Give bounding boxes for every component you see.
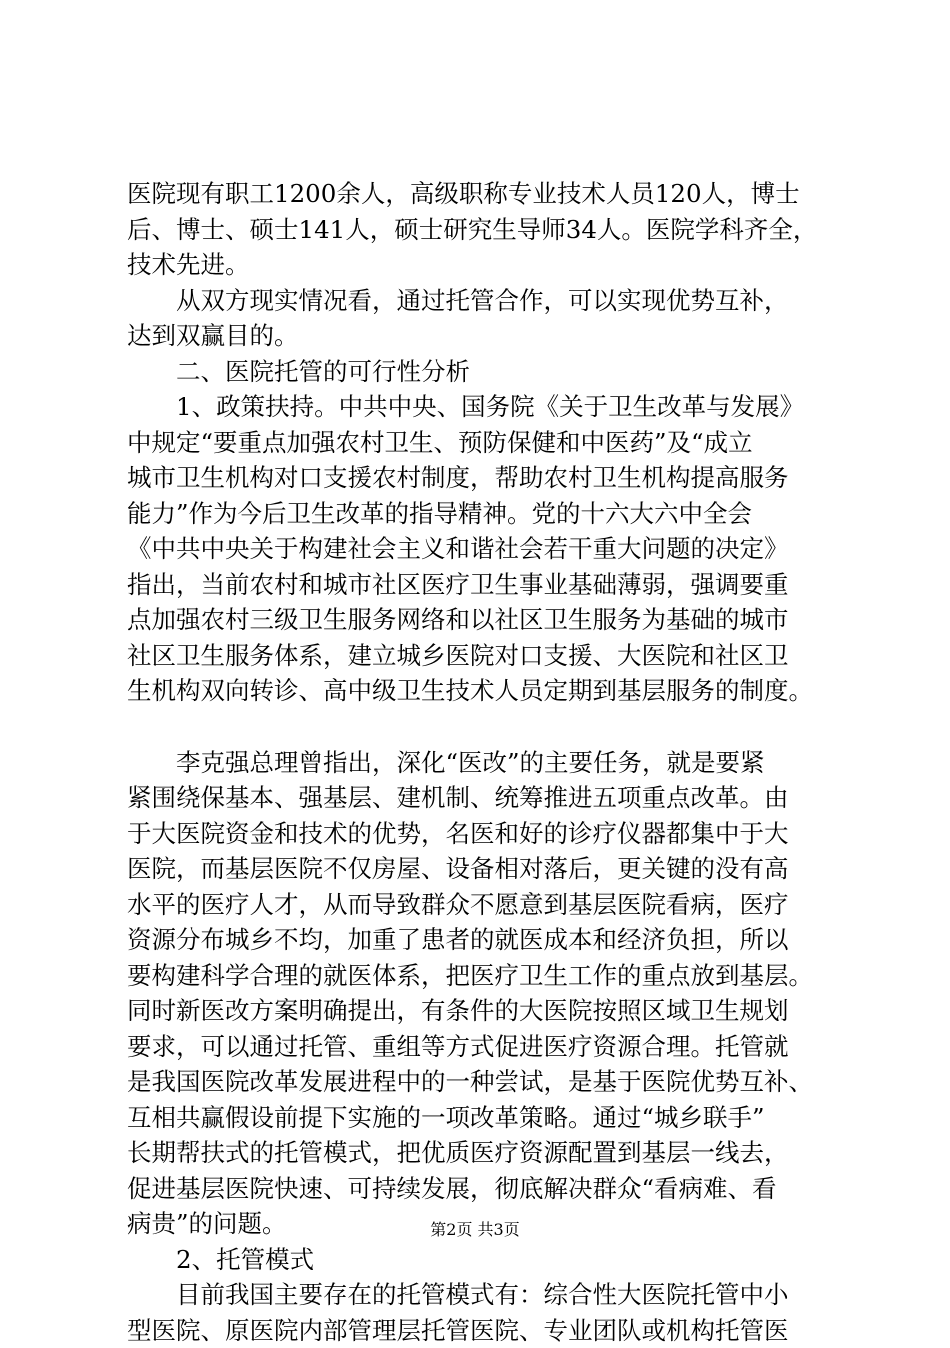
paragraph-premier-remarks bbox=[127, 745, 842, 1242]
text-line: 中规定“要重点加强农村卫生、预防保健和中医药”及“成立 bbox=[127, 425, 842, 461]
text-line: 从双方现实情况看，通过托管合作，可以实现优势互补， bbox=[127, 283, 842, 319]
text-line: 后、博士、硕士141人，硕士研究生导师34人。医院学科齐全， bbox=[127, 212, 842, 248]
text-line: 李克强总理曾指出，深化“医改”的主要任务，就是要紧 bbox=[127, 745, 842, 781]
text-line: 指出，当前农村和城市社区医疗卫生事业基础薄弱，强调要重 bbox=[127, 567, 842, 603]
text-line: 医院，而基层医院不仅房屋、设备相对落后，更关键的没有高 bbox=[127, 851, 842, 887]
paragraph-spacer bbox=[127, 709, 842, 745]
section-heading-trustee-model bbox=[127, 1242, 842, 1278]
text-line: 于大医院资金和技术的优势，名医和好的诊疗仪器都集中于大 bbox=[127, 816, 842, 852]
text-line: 资源分布城乡不均，加重了患者的就医成本和经济负担，所以 bbox=[127, 922, 842, 958]
text-line: 1、政策扶持。中共中央、国务院《关于卫生改革与发展》 bbox=[127, 389, 842, 425]
text-line: 互相共赢假设前提下实施的一项改革策略。通过“城乡联手” bbox=[127, 1100, 842, 1136]
text-line: 生机构双向转诊、高中级卫生技术人员定期到基层服务的制度。 bbox=[127, 673, 842, 709]
paragraph-policy-support bbox=[127, 389, 842, 709]
text-line: 点加强农村三级卫生服务网络和以社区卫生服务为基础的城市 bbox=[127, 602, 842, 638]
text-line: 技术先进。 bbox=[127, 247, 842, 283]
text-line: 要求，可以通过托管、重组等方式促进医疗资源合理。托管就 bbox=[127, 1029, 842, 1065]
document-body bbox=[127, 176, 842, 1348]
page-number-footer: 第2页 共3页 bbox=[0, 1219, 950, 1241]
paragraph-mutual-benefit bbox=[127, 283, 842, 354]
text-line: 型医院、原医院内部管理层托管医院、专业团队或机构托管医 bbox=[127, 1313, 842, 1348]
text-line: 目前我国主要存在的托管模式有：综合性大医院托管中小 bbox=[127, 1277, 842, 1313]
text-line: 能力”作为今后卫生改革的指导精神。党的十六大六中全会 bbox=[127, 496, 842, 532]
text-line: 医院现有职工1200余人，高级职称专业技术人员120人，博士 bbox=[127, 176, 842, 212]
section-heading: 2、托管模式 bbox=[127, 1242, 842, 1278]
text-line: 长期帮扶式的托管模式，把优质医疗资源配置到基层一线去， bbox=[127, 1135, 842, 1171]
text-line: 同时新医改方案明确提出，有条件的大医院按照区域卫生规划 bbox=[127, 993, 842, 1029]
text-line: 达到双赢目的。 bbox=[127, 318, 842, 354]
section-heading-feasibility bbox=[127, 354, 842, 390]
paragraph-staff-stats bbox=[127, 176, 842, 283]
text-line: 是我国医院改革发展进程中的一种尝试，是基于医院优势互补、 bbox=[127, 1064, 842, 1100]
text-line: 促进基层医院快速、可持续发展，彻底解决群众“看病难、看 bbox=[127, 1171, 842, 1207]
paragraph-trustee-types bbox=[127, 1277, 842, 1348]
text-line: 《中共中央关于构建社会主义和谐社会若干重大问题的决定》 bbox=[127, 531, 842, 567]
text-line: 要构建科学合理的就医体系，把医疗卫生工作的重点放到基层。 bbox=[127, 958, 842, 994]
text-line: 社区卫生服务体系，建立城乡医院对口支援、大医院和社区卫 bbox=[127, 638, 842, 674]
section-heading: 二、医院托管的可行性分析 bbox=[127, 354, 842, 390]
text-line: 病贵”的问题。 bbox=[127, 1206, 842, 1242]
text-line: 紧围绕保基本、强基层、建机制、统筹推进五项重点改革。由 bbox=[127, 780, 842, 816]
text-line: 城市卫生机构对口支援农村制度，帮助农村卫生机构提高服务 bbox=[127, 460, 842, 496]
text-line: 水平的医疗人才，从而导致群众不愿意到基层医院看病，医疗 bbox=[127, 887, 842, 923]
